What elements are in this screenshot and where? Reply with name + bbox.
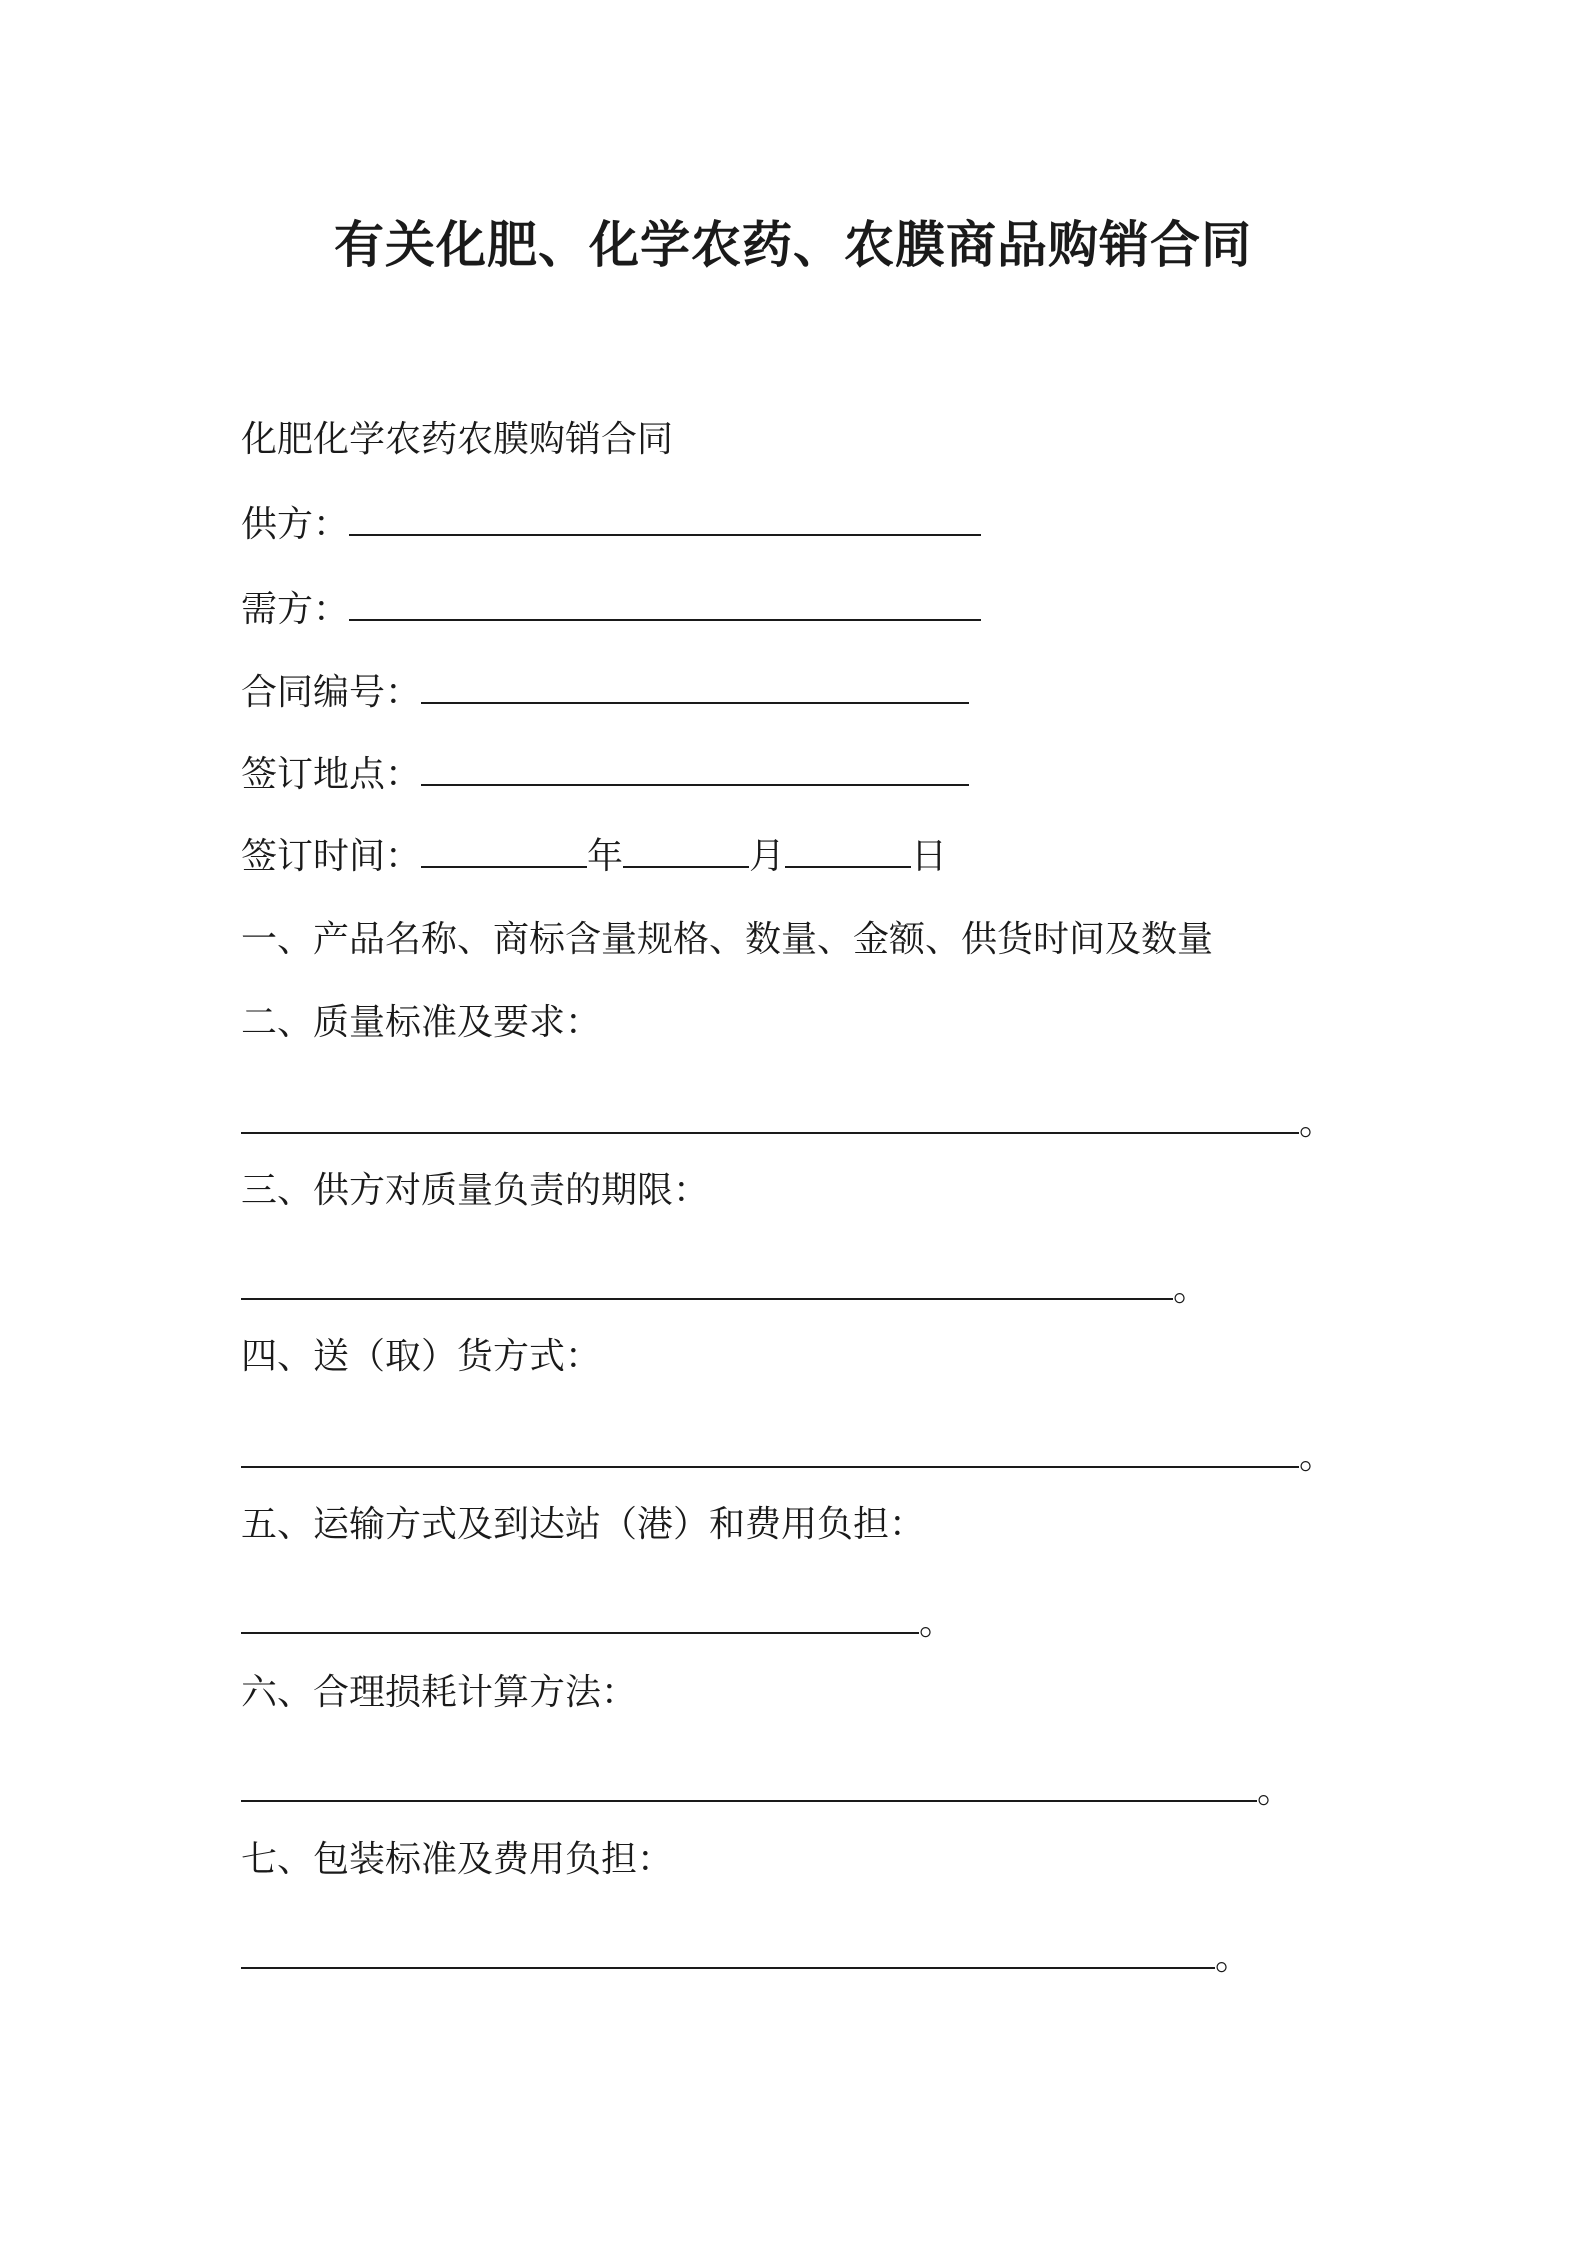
section-2-blank[interactable] <box>241 1102 1299 1134</box>
contract-no-row <box>241 668 969 718</box>
section-5-heading: 五、运输方式及到达站（港）和费用负担： <box>241 1504 926 1545</box>
section-5-blank[interactable] <box>241 1602 919 1634</box>
buyer-blank[interactable] <box>349 589 981 621</box>
year-label: 年 <box>587 836 624 877</box>
section-7-heading: 七、包装标准及费用负担： <box>241 1839 674 1880</box>
sign-place-row <box>241 750 969 800</box>
section-3-heading: 三、供方对质量负责的期限： <box>241 1170 710 1211</box>
section-6-blank[interactable] <box>241 1770 1257 1802</box>
month-label: 月 <box>749 836 786 877</box>
day-blank[interactable] <box>785 836 911 868</box>
sign-place-blank[interactable] <box>421 754 969 786</box>
document-subtitle: 化肥化学农药农膜购销合同 <box>241 419 674 460</box>
contract-no-blank[interactable] <box>421 672 969 704</box>
supplier-row <box>241 500 981 550</box>
supplier-label: 供方： <box>241 504 350 545</box>
section-1-heading: 一、产品名称、商标含量规格、数量、金额、供货时间及数量 <box>241 919 1214 960</box>
buyer-row <box>241 585 981 635</box>
section-3-blank[interactable] <box>241 1268 1173 1300</box>
section-4-blank[interactable] <box>241 1436 1299 1468</box>
buyer-label: 需方： <box>241 589 350 630</box>
sign-time-row <box>241 832 947 882</box>
year-blank[interactable] <box>421 836 587 868</box>
section-4-answer <box>241 1432 1335 1482</box>
month-blank[interactable] <box>623 836 749 868</box>
section-7-answer <box>241 1933 1251 1983</box>
section-6-heading: 六、合理损耗计算方法： <box>241 1672 638 1713</box>
section-7-blank[interactable] <box>241 1937 1215 1969</box>
contract-no-label: 合同编号： <box>241 672 422 713</box>
section-5-answer <box>241 1598 955 1648</box>
section-7-period: 。 <box>1215 1937 1252 1978</box>
section-5-period: 。 <box>919 1602 956 1643</box>
section-2-period: 。 <box>1299 1102 1336 1143</box>
section-2-heading: 二、质量标准及要求： <box>241 1002 602 1043</box>
section-3-period: 。 <box>1173 1268 1210 1309</box>
supplier-blank[interactable] <box>349 504 981 536</box>
sign-place-label: 签订地点： <box>241 754 422 795</box>
section-4-heading: 四、送（取）货方式： <box>241 1336 602 1377</box>
sign-time-label: 签订时间： <box>241 836 422 877</box>
section-6-answer <box>241 1766 1293 1816</box>
day-label: 日 <box>911 836 948 877</box>
section-3-answer <box>241 1264 1209 1314</box>
section-2-answer <box>241 1098 1335 1148</box>
section-6-period: 。 <box>1257 1770 1294 1811</box>
document-title: 有关化肥、化学农药、农膜商品购销合同 <box>334 216 1252 274</box>
section-4-period: 。 <box>1299 1436 1336 1477</box>
